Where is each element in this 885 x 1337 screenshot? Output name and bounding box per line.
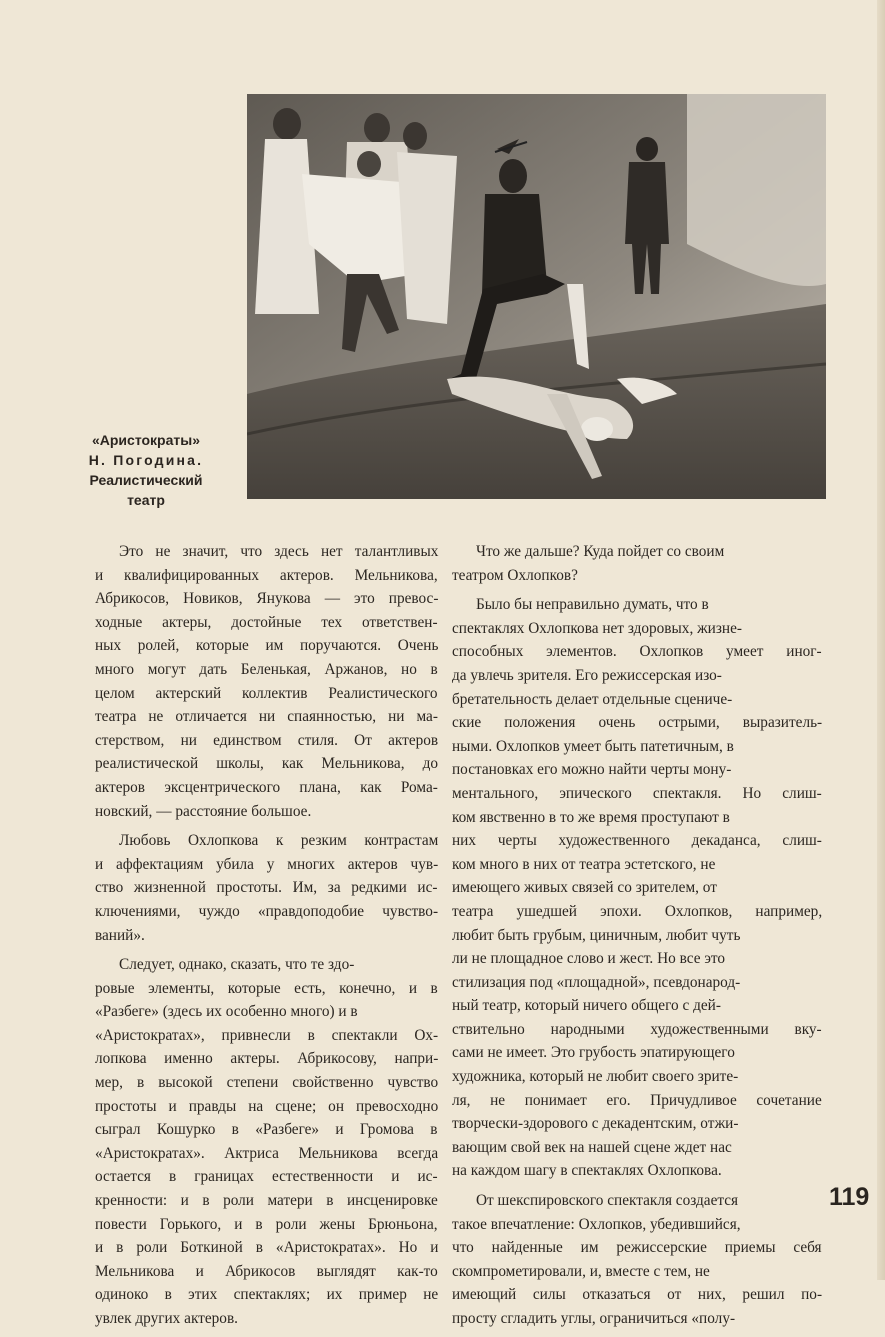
text-line: такое впечатление: Охлопков, убедившийся, [452, 1215, 741, 1233]
text-line: целом актерский коллектив Реалистического [95, 684, 438, 702]
text-line: и аффектациям убила у многих актеров чув- [95, 855, 439, 873]
text-line: ных ролей, которые им поручаются. Очень [95, 637, 439, 655]
text-line: ля, не понимает его. Причудливое сочетание [452, 1091, 822, 1109]
text-line: одиноко в этих спектаклях; их пример не [95, 1286, 439, 1304]
text-line: актеров эксцентрического плана, как Рома- [95, 778, 438, 796]
text-line: От шекспировского спектакля создается [476, 1192, 739, 1210]
caption-theatre-line1: Реалистический [89, 472, 203, 488]
text-line: бретательность делает отдельные сцениче- [452, 690, 733, 708]
text-line: ровые элементы, которые есть, конечно, и в [95, 979, 438, 997]
text-line: ские положения очень острыми, выразитель- [452, 714, 823, 732]
text-line: кренности: и в роли матери в инсценировке [95, 1192, 438, 1210]
text-line: реалистической школы, как Мельникова, до [95, 755, 439, 773]
text-line: стерством, ни единством стиля. От актеров [95, 731, 439, 749]
text-line: на каждом шагу в спектаклях Охлопкова. [452, 1162, 722, 1180]
text-line: Это не значит, что здесь нет талантливых [119, 543, 439, 560]
caption-title: «Аристократы» [91, 432, 200, 448]
text-line: увлек других актеров. [95, 1310, 238, 1327]
text-line: имеющий силы отказаться от них, решил по- [452, 1286, 823, 1304]
text-line: постановках его можно найти черты мону- [452, 761, 732, 779]
text-line: Любовь Охлопкова к резким контрастам [119, 832, 439, 850]
text-line: мер, в высокой степени свойственно чувство [95, 1074, 439, 1092]
text-line: художника, который не любит своего зрите- [452, 1068, 739, 1086]
text-line: просту сгладить углы, ограничиться «полу- [452, 1310, 736, 1327]
text-line: простоты и правды на сцене; он превосходно [95, 1097, 439, 1115]
text-line: вающим свой век на нашей сцене ждет нас [452, 1138, 732, 1156]
text-line: да увлечь зрителя. Его режиссерская изо- [452, 666, 722, 684]
text-line: спектаклях Охлопкова нет здоровых, жизне- [452, 619, 742, 637]
page-number: 119 [829, 1183, 870, 1211]
text-line: театром Охлопков? [452, 566, 578, 584]
text-line: лопкова именно актеры. Абрикосову, напри- [95, 1050, 439, 1068]
caption-theatre-line2: театр [127, 492, 165, 508]
text-line: театра ушедшей эпохи. Охлопков, например, [452, 902, 823, 920]
text-line: остается в границах естественности и ис- [95, 1168, 438, 1186]
caption-author: Н. Погодина. [88, 452, 204, 468]
text-line: новский, — расстояние большое. [95, 802, 312, 820]
text-line: Было бы неправильно думать, что в [476, 596, 709, 614]
text-line: творчески-здорового с декадентским, отжи- [452, 1115, 739, 1133]
text-line: сами не имеет. Это грубость эпатирующего [452, 1044, 735, 1062]
text-line: сыграл Кошурко в «Разбеге» и Громова в [95, 1121, 438, 1139]
text-line: Следует, однако, сказать, что те здо- [119, 956, 355, 974]
theatre-photo [247, 94, 826, 499]
text-line: театра не отличается ни спаянностью, ни ма- [95, 708, 438, 726]
text-line: ствительно народными художественными вку- [452, 1020, 822, 1038]
right-column [452, 540, 822, 1337]
text-line: ком явственно в то же время проступают в [452, 808, 730, 826]
text-line: ный театр, который ничего общего с дей- [452, 997, 721, 1015]
text-line: Мельникова и Абрикосов выглядят как-то [95, 1262, 438, 1280]
text-line: повести Горького, и в роли жены Брюньона, [95, 1215, 438, 1233]
text-line: Что же дальше? Куда пойдет со своим [476, 543, 725, 560]
text-line: стилизация под «площадной», псевдонарод- [452, 973, 741, 991]
text-line: «Аристократах», привнесли в спектакли Ох- [95, 1026, 439, 1044]
text-line: имеющего живых связей со зрителем, от [452, 879, 717, 897]
paragraph [95, 829, 438, 947]
text-line: любит быть грубым, циничным, любит чуть [452, 926, 741, 944]
text-line: ными. Охлопков умеет быть патетичным, в [452, 737, 734, 755]
text-line: и в роли Боткиной в «Аристократах». Но и [95, 1239, 439, 1257]
text-line: ваний». [95, 926, 145, 944]
paragraph [95, 540, 438, 823]
text-line: ключениями, чуждо «правдоподобие чувство- [95, 902, 439, 920]
text-line: «Разбеге» (здесь их особенно много) и в [95, 1003, 358, 1021]
text-line: них черты художественного декаданса, слиш- [452, 832, 822, 850]
text-line: что найденные им режиссерские приемы себя [452, 1239, 822, 1257]
text-line: ли не площадное слово и жест. Но все это [452, 950, 726, 968]
paragraph [95, 953, 438, 1331]
page-edge [877, 0, 885, 1280]
text-line: «Аристократах». Актриса Мельникова всегда [95, 1144, 439, 1162]
text-line: Абрикосов, Новиков, Янукова — это превос- [95, 590, 439, 608]
text-line: и квалифицированных актеров. Мельникова, [95, 566, 438, 584]
text-line: скомпрометировали, и, вместе с тем, не [452, 1262, 710, 1280]
text-line: способных элементов. Охлопков умеет иног- [452, 643, 822, 661]
text-line: много могут дать Беленькая, Аржанов, но в [95, 660, 438, 678]
text-line: ком много в них от театра эстетского, не [452, 855, 716, 873]
text-line: ментального, эпического спектакля. Но слиш- [452, 784, 822, 802]
paragraph [452, 593, 822, 1183]
text-line: ходные актеры, достойные тех ответствен- [95, 613, 438, 631]
text-line: ство жизненной простоты. Им, за редкими ис- [95, 879, 438, 897]
paragraph [452, 1189, 822, 1331]
photo-caption [60, 430, 232, 510]
paragraph [452, 540, 822, 587]
left-column [95, 540, 438, 1337]
